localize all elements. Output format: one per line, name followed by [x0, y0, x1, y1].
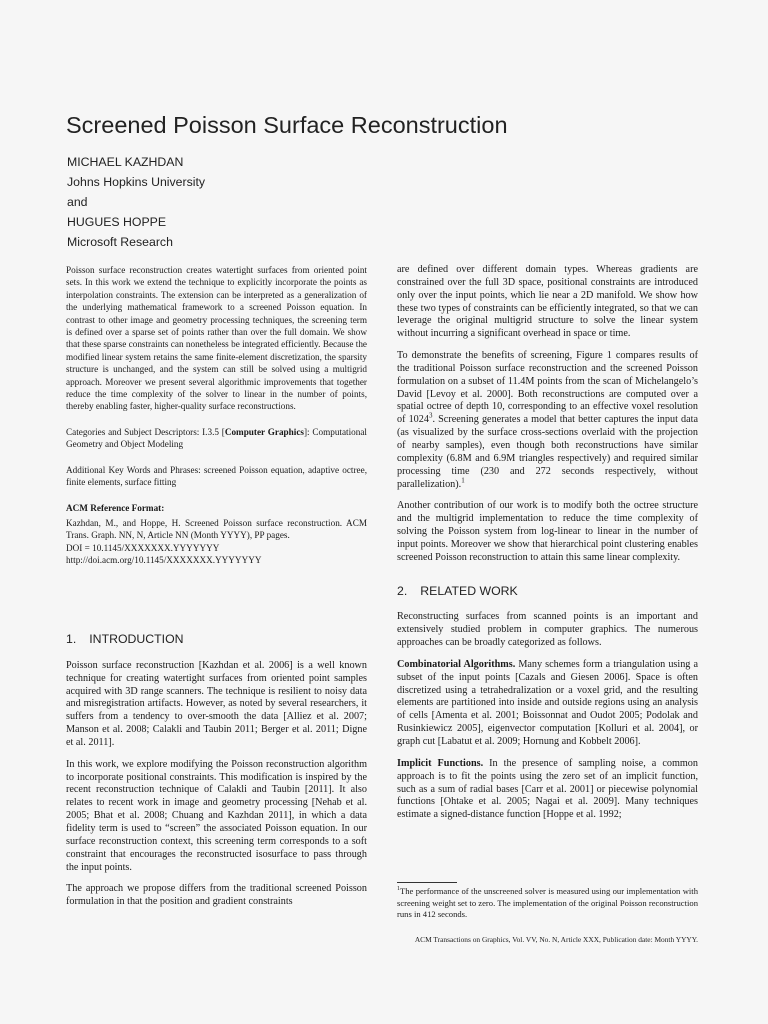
body-text: In the presence of sampling noise, a common approach is to fit the points using the zero set of an implicit function, such as a sum of radial bases [Carr et al. 2001] or piecewise polynomial functions [Ohtake et al. 2005; Nagai et al. 2009]. Many techniques estimate a signed-distance function [Hoppe et al. 1992; [397, 757, 698, 821]
section-heading-introduction [66, 633, 367, 646]
author-name: MICHAEL KAZHDAN [67, 155, 184, 169]
combinatorial-paragraph [397, 659, 698, 749]
footnote-marker: 1 [461, 476, 465, 485]
categories-text [66, 426, 367, 451]
right-column [397, 264, 698, 831]
section-title: RELATED WORK [420, 583, 518, 598]
journal-footer: ACM Transactions on Graphics, Vol. VV, No. N, Article XXX, Publication date: Month YYYY. [414, 935, 698, 944]
reference-url: http://doi.acm.org/10.1145/XXXXXXX.YYYYYYY [66, 555, 262, 566]
reference-text: Kazhdan, M., and Hoppe, H. Screened Poisson surface reconstruction. ACM Trans. Graph. NN, N, Article NN (Month YYYY), PP pages. [66, 517, 367, 541]
footnote [397, 886, 698, 921]
categories-bold: Computer Graphics [224, 426, 304, 437]
section-title: INTRODUCTION [89, 632, 184, 646]
author-affiliation: Johns Hopkins University [67, 175, 206, 189]
footnote-mark: 1 [397, 886, 400, 893]
footnote-text: The performance of the unscreened solver is measured using our implementation with screening weight set to zero. The implementation of the original Poisson reconstruction runs in 412 seconds. [397, 886, 698, 920]
body-text: Many schemes form a triangulation using a subset of the input points [Cazals and Giesen 2006]. Space is often discretized using a tetrahedralization or a voxel grid, and the resulting elements are partitioned into inside and outside regions using an analysis of cells [Amenta et al. 2001; Boissonnat and Oudot 2005; Podolak and Rusinkiewicz 2005], eigenvector computation [Kolluri et al. 2004], or graph cut [Labatut et al. 2009; Hornung and Kobbelt 2006]. [397, 658, 698, 747]
implicit-paragraph [397, 758, 698, 822]
related-intro-paragraph: Reconstructing surfaces from scanned points is an important and extensively studied problem in computer graphics. The numerous approaches can be broadly categorized as follows. [397, 611, 698, 649]
paper-title: Screened Poisson Surface Reconstruction [66, 112, 508, 138]
paragraph-heading: Implicit Functions. [397, 757, 484, 769]
keywords-text: Additional Key Words and Phrases: screened Poisson equation, adaptive octree, finite elements, surface fitting [66, 464, 367, 488]
author-affiliation: Microsoft Research [67, 235, 173, 249]
paragraph-heading: Combinatorial Algorithms. [397, 658, 516, 670]
superscript: 3 [428, 411, 433, 420]
categories-prefix: Categories and Subject Descriptors: I.3.5 [ [66, 426, 225, 437]
intro-paragraph: The approach we propose differs from the traditional screened Poisson formulation in that the position and gradient constraints [66, 883, 367, 908]
body-text: To demonstrate the benefits of screening, Figure 1 compares results of the traditional Poisson surface reconstruction and the screened Poisson formulation on a subset of 11.4M points from the scan of Michelangelo’s David [Levoy et al. 2000]. Both reconstructions are computed over a spatial octree of depth 10, corresponding to an effective voxel resolution of 1024 [397, 350, 698, 426]
reference-format [66, 502, 367, 567]
abstract-block [66, 264, 367, 567]
abstract-text: Poisson surface reconstruction creates watertight surfaces from oriented point sets. In this work we extend the technique to explicitly incorporate the points as interpolation constraints. The extension can be interpreted as a generalization of the underlying mathematical framework to a screened Poisson equation. In contrast to other image and geometry processing techniques, the screening term is defined over a sparse set of points rather than over the full domain. We show that these sparse constraints can nonetheless be integrated efficiently. Because the modified linear system retains the same finite-element discretization, the sparsity structure is unchanged, and the system can still be solved using a multigrid approach. Moreover we present several algorithmic improvements that together reduce the time complexity of the solver to linear in the number of points, thereby enabling faster, higher-quality surface reconstructions. [66, 265, 367, 412]
intro-paragraph: In this work, we explore modifying the Poisson reconstruction algorithm to incorporate positional constraints. This modification is inspired by the recent reconstruction technique of Calakli and Taubin [2011]. It also relates to recent work in image and geometry processing [Nehab et al. 2005; Bhat et al. 2008; Chuang and Kazhdan 2011], in which a data fidelity term is used to “screen” the associated Poisson equation. In our surface reconstruction context, this screening term corresponds to a soft constraint that encourages the reconstructed isosurface to pass through the input points. [66, 758, 367, 873]
section-number: 1. [66, 632, 77, 646]
author-block [67, 152, 205, 252]
categories-suffix: ]: Computational Geometry and Object Modeling [66, 426, 367, 450]
left-column [66, 633, 367, 918]
author-name: HUGUES HOPPE [67, 215, 167, 229]
body-text: . Screening generates a model that better captures the input data (as visualized by the surface cross-sections overlaid with the projection of nearby samples), even though both reconstructions have similar complexity (6.8M and 6.9M triangles respectively) and required similar processing time (230 and 272 seconds respectively, without parallelization). [397, 414, 698, 490]
section-heading-related-work [397, 585, 698, 598]
author-conjunction: and [67, 195, 88, 209]
intro-paragraph: Poisson surface reconstruction [Kazhdan et al. 2006] is a well known technique for creating watertight surfaces from oriented point samples acquired with 3D range scanners. The technique is resilient to noisy data and misregistration artifacts. However, as noted by several researchers, it suffers from a tendency to over-smooth the data [Alliez et al. 2007; Manson et al. 2008; Calakli and Taubin 2011; Berger et al. 2011; Digne et al. 2011]. [66, 659, 367, 748]
section-number: 2. [397, 583, 408, 598]
body-paragraph: Another contribution of our work is to modify both the octree structure and the multigrid implementation to reduce the time complexity of solving the Poisson system from log-linear to linear in the number of input points. Moreover we show that hierarchical point clustering enables screened Poisson reconstruction to attain this same linear complexity. [397, 500, 698, 563]
body-paragraph: are defined over different domain types. Whereas gradients are constrained over the full 3D space, positional constraints are introduced only over the input points, which lie near a 2D manifold. We show how these two types of constraints can be efficiently integrated, so that we can leverage the original multigrid structure to solve the linear system without incurring a significant overhead in space or time. [397, 264, 698, 340]
reference-doi: DOI = 10.1145/XXXXXXX.YYYYYYY [66, 542, 220, 553]
body-paragraph [397, 350, 698, 491]
footnote-divider [397, 882, 457, 883]
reference-heading: ACM Reference Format: [66, 502, 165, 513]
